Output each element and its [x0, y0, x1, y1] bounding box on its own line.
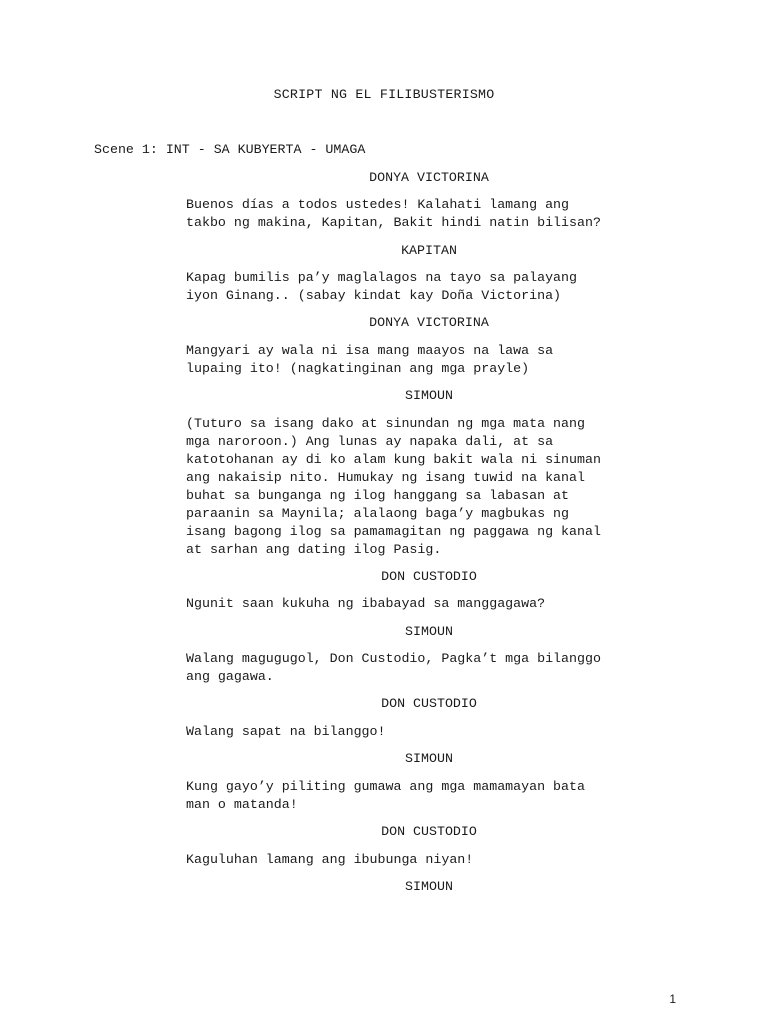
dialogue: Buenos días a todos ustedes! Kalahati lamang ang takbo ng makina, Kapitan, Bakit hindi natin bilisan? — [186, 197, 601, 230]
character-name: DONYA VICTORINA — [369, 315, 489, 330]
dialogue: Kapag bumilis pa’y maglalagos na tayo sa palayang iyon Ginang.. (sabay kindat kay Doña Victorina) — [186, 270, 577, 303]
scene-heading: Scene 1: INT - SA KUBYERTA - UMAGA — [94, 142, 366, 157]
character-name: SIMOUN — [405, 388, 453, 403]
character-name: SIMOUN — [405, 751, 453, 766]
document-title: SCRIPT NG EL FILIBUSTERISMO — [273, 87, 495, 102]
character-name: DON CUSTODIO — [381, 696, 477, 711]
character-name: SIMOUN — [405, 879, 453, 894]
dialogue: Ngunit saan kukuha ng ibabayad sa manggagawa? — [186, 596, 546, 611]
character-name: DON CUSTODIO — [381, 569, 477, 584]
character-name: DONYA VICTORINA — [369, 170, 489, 185]
page-number: 1 — [669, 992, 676, 1006]
dialogue: Kung gayo’y piliting gumawa ang mga mamamayan bata man o matanda! — [186, 779, 585, 812]
character-name: DON CUSTODIO — [381, 824, 477, 839]
dialogue: Walang sapat na bilanggo! — [186, 724, 386, 739]
character-name: KAPITAN — [401, 243, 457, 258]
dialogue: Mangyari ay wala ni isa mang maayos na lawa sa lupaing ito! (nagkatinginan ang mga prayle) — [186, 343, 554, 376]
dialogue: Walang magugugol, Don Custodio, Pagka’t mga bilanggo ang gagawa. — [186, 651, 601, 684]
dialogue: Kaguluhan lamang ang ibubunga niyan! — [186, 852, 474, 867]
dialogue: (Tuturo sa isang dako at sinundan ng mga mata nang mga naroroon.) Ang lunas ay napaka dali, at sa katotohanan ay di ko alam kung bakit wala ni sinuman ang nakaisip nito. Humukay ng isang tuwid na kanal buhat sa bunganga ng ilog hanggang sa labasan at paraanin sa Maynila; alalaong baga’y magbukas ng isang bagong ilog sa pamamagitan ng paggawa ng kanal at sarhan ang dating ilog Pasig. — [186, 416, 601, 557]
character-name: SIMOUN — [405, 624, 453, 639]
